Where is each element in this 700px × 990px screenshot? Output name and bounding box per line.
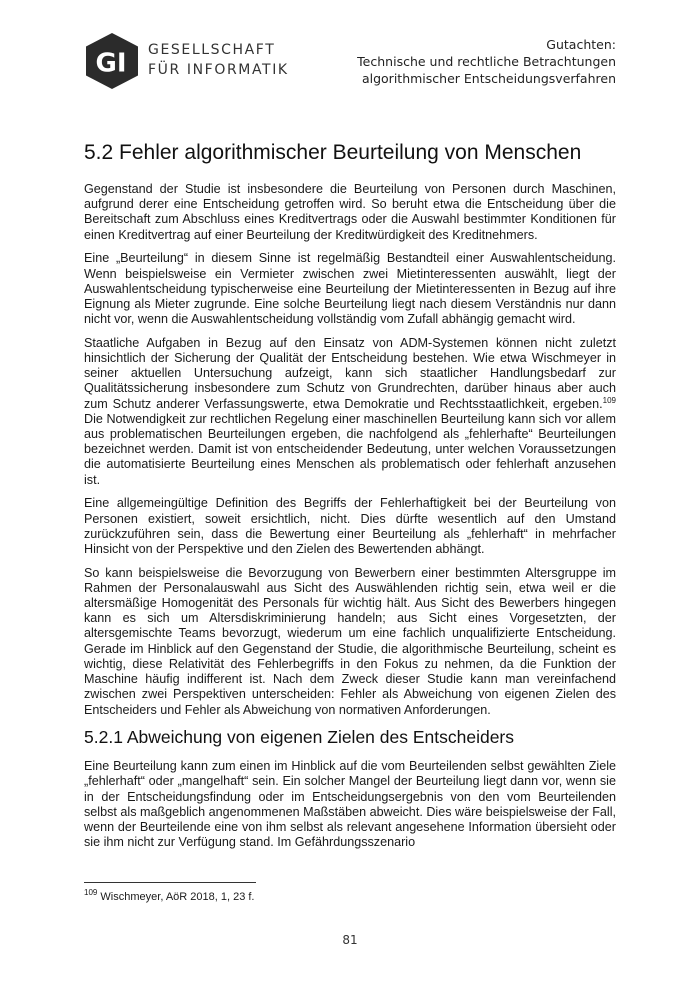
page-header <box>0 0 700 110</box>
document-title <box>357 36 616 87</box>
body-paragraph: So kann beispielsweise die Bevorzugung von Bewerbern einer bestimmten Altersgruppe im Rahmen der Personalauswahl aus Sicht des Auswählenden richtig sein, etwa weil er die altersmäßige Homogenität des Personals für wichtig hält. Aus Sicht des Bewerbers hingegen kann es sich um Altersdiskriminierung handeln; aus Sicht eines Vorgesetzten, der altersgemischte Teams bevorzugt, wiederum um eine fachlich unqualifizierte Entscheidung. Gerade im Hinblick auf den Gegenstand der Studie, die algorithmische Beurteilung, scheint es wichtig, diese Relativität des Fehlerbegriffs in den Fokus zu nehmen, da die Funktion der Maschine häufig indifferent ist. Nach dem Zweck dieser Studie kann man vereinfachend zwischen zwei Perspektiven unterscheiden: Fehler als Abweichung von eigenen Zielen des Entscheiders und Fehler als Abweichung von normativen Anforderungen. <box>84 565 616 717</box>
body-paragraph: Eine „Beurteilung“ in diesem Sinne ist regelmäßig Bestandteil einer Auswahlentscheidung. Wenn beispielsweise ein Vermieter zwischen zwei Mietinteressenten auswählt, liegt der Auswahlentscheidung typischerweise eine Beurteilung der Mietinteressenten in Bezug auf ihre Eignung als Mieter zugrunde. Eine solche Beurteilung liegt nach diesem Verständnis nur dann nicht vor, wenn die Auswahlentscheidung vollständig vom Zufall abhängig gemacht wird. <box>84 251 616 327</box>
logo-mark: GI <box>95 48 127 79</box>
section-heading: 5.2 Fehler algorithmischer Beurteilung von Menschen <box>84 141 582 164</box>
footnote-number: 109 <box>84 888 98 897</box>
doc-title-line1: Gutachten: <box>546 37 616 52</box>
paragraph-text: Staatliche Aufgaben in Bezug auf den Einsatz von ADM-Systemen können nicht zuletzt hinsichtlich der Sicherung der Qualität der Entscheidung bestehen. Wie etwa Wischmeyer in seiner aktuellen Untersuchung aufzeigt, kann sich staatlicher Handlungsbedarf zur Qualitätssicherung insbesondere zum Schutz von Grundrechten, darüber hinaus aber auch zum Schutz anderer Verfassungswerte, etwa Demokratie und Rechtsstaatlichkeit, ergeben. <box>84 335 616 411</box>
footnote-text: Wischmeyer, AöR 2018, 1, 23 f. <box>97 891 255 903</box>
page-number: 81 <box>342 933 358 947</box>
body-paragraph: Gegenstand der Studie ist insbesondere die Beurteilung von Personen durch Maschinen, aufgrund derer eine Entscheidung getroffen wird. So beruht etwa die Entscheidung über die Bereitschaft zum Abschluss eines Kreditvertrags oder die Auswahl bestimmter Konditionen für einen Kreditvertrag auf einer Beurteilung der Kreditwürdigkeit des Kreditnehmers. <box>84 182 616 242</box>
org-name-line1: GESELLSCHAFT <box>148 42 276 58</box>
subsection-heading: 5.2.1 Abweichung von eigenen Zielen des Entscheiders <box>84 727 515 748</box>
body-paragraph: Eine allgemeingültige Definition des Begriffs der Fehlerhaftigkeit bei der Beurteilung von Personen existiert, soweit ersichtlich, nicht. Dies dürfte wesentlich auf den Umstand zurückzuführen sein, dass die Bewertung einer Beurteilung als „fehlerhaft“ in mehrfacher Hinsicht von der Perspektive und den Zielen des Bewertenden abhängt. <box>84 496 616 556</box>
footnote <box>84 890 255 904</box>
body-paragraph: Eine Beurteilung kann zum einen im Hinblick auf die vom Beurteilenden selbst gewählten Ziele „fehlerhaft“ oder „mangelhaft“ sein. Ein solcher Mangel der Beurteilung liegt dann vor, wenn sie in der Entscheidungsfindung oder im Entscheidungsergebnis von den vom Beurteilenden selbst als maßgeblich angenommenen Maßstäben abweicht. Dies wäre beispielsweise der Fall, wenn der Beurteilende eine von ihm selbst als relevant angesehene Information übersieht oder sie ihm nicht zur Verfügung stand. Im Gefährdungsszenario <box>84 759 616 850</box>
gi-logo-icon <box>84 32 140 90</box>
footnote-divider <box>84 882 256 883</box>
body-paragraph <box>84 336 616 488</box>
paragraph-text: Die Notwendigkeit zur rechtlichen Regelung einer maschinellen Beurteilung kann sich vor allem aus problematischen Beurteilungen ergeben, die nachfolgend als „fehlerhafte“ Beurteilungen bezeichnet werden. Damit ist von entscheidender Bedeutung, unter welchen Voraussetzungen die automatisierte Beurteilung eines Menschen als problematisch oder fehlerhaft anzusehen ist. <box>84 411 616 487</box>
org-name <box>148 40 289 80</box>
doc-title-line3: algorithmischer Entscheidungsverfahren <box>361 71 616 86</box>
main-content <box>84 140 616 859</box>
org-name-line2: FÜR INFORMATIK <box>148 62 289 78</box>
doc-title-line2: Technische und rechtliche Betrachtungen <box>357 54 616 69</box>
footnote-reference[interactable]: 109 <box>602 395 616 405</box>
